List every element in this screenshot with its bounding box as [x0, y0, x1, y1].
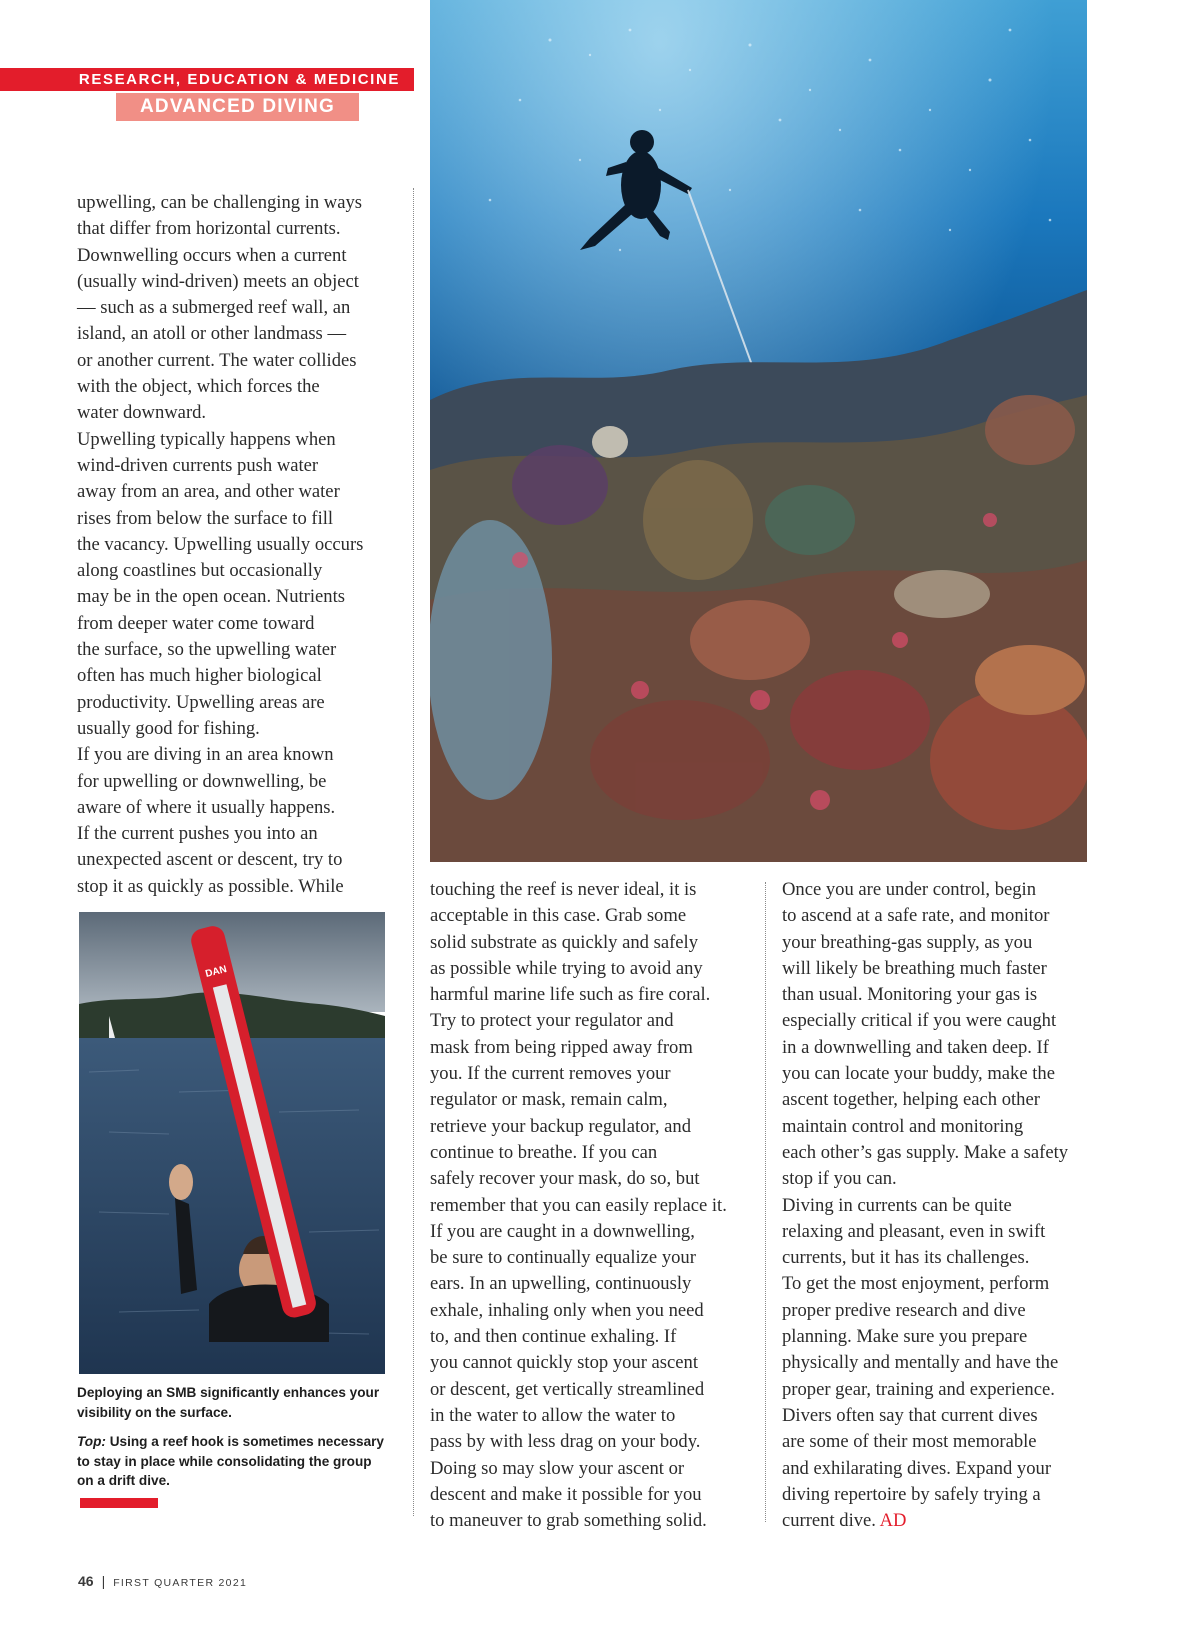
smb-photo-caption: Deploying an SMB significantly enhances your visibility on the surface.: [77, 1385, 380, 1420]
column-divider-2: [765, 882, 766, 1522]
red-accent-bar: [80, 1498, 158, 1508]
caption-text: Using a reef hook is sometimes necessary to stay in place while consolidating the group on a drift dive.: [77, 1434, 384, 1488]
caption-lead: Top:: [77, 1434, 106, 1449]
section-label: RESEARCH, EDUCATION & MEDICINE: [0, 68, 414, 91]
smb-brand-text: DAN: [204, 963, 228, 980]
smb-diver-photo: [79, 912, 385, 1374]
issue-label: FIRST QUARTER 2021: [113, 1577, 248, 1589]
page-number: 46: [78, 1573, 94, 1589]
subsection-label: ADVANCED DIVING: [116, 93, 359, 121]
article-column-1: upwelling, can be challenging in ways that differ from horizontal currents. Downwelling occurs when a current (usually wind-driven) meets an object — such as a submerged reef wall, an island, an atoll or other landmass — or another current. The water collides with the object, which forces the water downward. Upwelling typically happens when wind-driven currents push water away from an area, and other water rises from below the surface to fill the vacancy. Upwelling usually occurs along coastlines but occasionally may be in the open ocean. Nutrients from deeper water come toward the surface, so the upwelling water often has much higher biological productivity. Upwelling areas are usually good for fishing. If you are diving in an area known for upwelling or downwelling, be aware of where it usually happens. If the current pushes you into an unexpected ascent or descent, try to stop it as quickly as possible. While: [77, 192, 364, 897]
article-column-2: touching the reef is never ideal, it is acceptable in this case. Grab some solid substrate as quickly and safely as possible while trying to avoid any harmful marine life such as fire coral. Try to protect your regulator and mask from being ripped away from you. If the current removes your regulator or mask, remain calm, retrieve your backup regulator, and continue to breathe. If you can safely recover your mask, do so, but remember that you can easily replace it. If you are caught in a downwelling, be sure to continually equalize your ears. In an upwelling, continuously exhale, inhaling only when you need to, and then continue exhaling. If you cannot quickly stop your ascent or descent, get vertically streamlined in the water to allow the water to pass by with less drag on your body. Doing so may slow your ascent or descent and make it possible for you to maneuver to grab something solid.: [430, 879, 727, 1532]
top-photo-caption: [77, 1432, 387, 1491]
footer-separator: |: [101, 1573, 106, 1589]
reef-hook-diver-photo: [430, 0, 1087, 862]
article-column-3-text: Once you are under control, begin to ascend at a safe rate, and monitor your breathing-gas supply, as you will likely be breathing much faster than usual. Monitoring your gas is especially critical if you were caught in a downwelling and taken deep. If you can locate your buddy, make the ascent together, helping each other maintain control and monitoring each other’s gas supply. Make a safety stop if you can. Diving in currents can be quite relaxing and pleasant, even in swift currents, but it has its challenges. To get the most enjoyment, perform proper predive research and dive planning. Make sure you prepare physically and mentally and have the proper gear, training and experience. Divers often say that current dives are some of their most memorable and exhilarating dives. Expand your diving repertoire by safely trying a current dive.: [782, 879, 1069, 1532]
end-mark: AD: [879, 1510, 907, 1532]
column-divider-1: [413, 188, 414, 1516]
page-footer: [78, 1573, 247, 1591]
article-column-3: [782, 877, 1102, 1534]
